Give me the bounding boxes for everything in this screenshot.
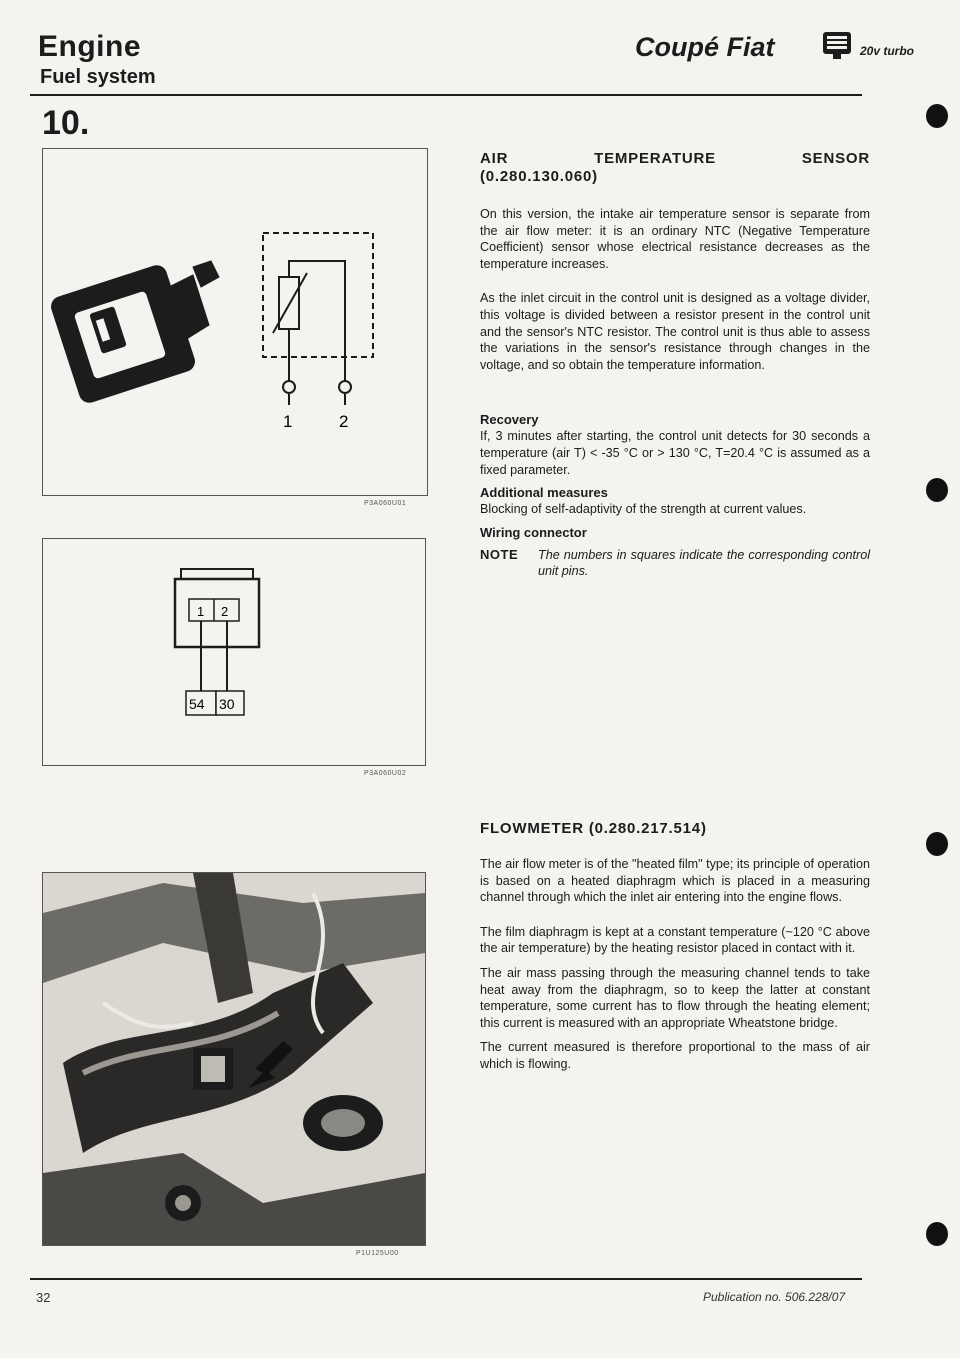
flowmeter-paragraph: The film diaphragm is kept at a constant temperature (~120 °C above the air temperature) by the heating resistor placed in contact with it. [480, 924, 870, 956]
subsection-title: Fuel system [40, 66, 156, 88]
pin-label: 2 [339, 412, 349, 431]
fiat-logo-icon [820, 30, 854, 60]
flowmeter-title: FLOWMETER (0.280.217.514) [480, 820, 707, 837]
figure-air-temperature-sensor [42, 148, 428, 496]
margin-dot [926, 1222, 948, 1246]
figure-code: P1U125U00 [356, 1250, 399, 1257]
flowmeter-section [480, 820, 870, 1073]
air-sensor-title: AIR TEMPERATURE SENSOR [480, 150, 870, 167]
figure-code: P3A060U01 [364, 500, 407, 507]
air-sensor-section [480, 150, 870, 580]
brand-title: Coupé Fiat [635, 32, 775, 62]
note-label: NOTE [480, 546, 519, 562]
engine-version: 20v turbo [860, 44, 915, 58]
figure-code: P3A060U02 [364, 770, 407, 777]
connector-pin-label: 1 [197, 604, 205, 619]
additional-measures-heading: Additional measures [480, 485, 608, 501]
flowmeter-paragraph: The current measured is therefore proportional to the mass of air which is flowing. [480, 1040, 870, 1071]
unit-pin-label: 54 [189, 696, 205, 712]
connector-drawing [43, 539, 425, 765]
margin-dot [926, 104, 948, 128]
air-sensor-paragraph: As the inlet circuit in the control unit is designed as a voltage divider, this voltage is divided between a resistor present in the control unit and the sensor's NTC resistor. The control unit is thus able to assess the variations in the sensor's resistance through changes in the voltage, and so obtain the temperature information. [480, 291, 870, 372]
margin-dot [926, 478, 948, 502]
flowmeter-paragraph: The air flow meter is of the "heated film" type; its principle of operation is based on a heated diaphragm which is placed in a measuring channel through which the inlet air entering into the engine flows. [480, 857, 870, 905]
wiring-connector-heading: Wiring connector [480, 524, 587, 540]
note-block [480, 547, 870, 580]
section-title: Engine [38, 30, 142, 63]
air-sensor-part-number: (0.280.130.060) [480, 168, 598, 185]
footer-page-number: 32 [36, 1290, 51, 1305]
air-sensor-paragraph: On this version, the intake air temperature sensor is separate from the air flow meter: it is an ordinary NTC (Negative Temperature Coefficient) sensor whose electrical resistance decreases as the temperature increases. [480, 207, 870, 271]
figure-wiring-connector [42, 538, 426, 766]
page-number: 10. [42, 104, 90, 142]
engine-bay-drawing [43, 873, 425, 1245]
figure-engine-photo [42, 872, 426, 1246]
unit-pin-label: 30 [219, 696, 235, 712]
note-text: The numbers in squares indicate the corresponding control unit pins. [538, 547, 870, 579]
margin-dot [926, 832, 948, 856]
additional-measures-text: Blocking of self-adaptivity of the strength at current values. [480, 502, 807, 517]
flowmeter-paragraph: The air mass passing through the measuring channel tends to take heat away from the diaphragm, so to keep the latter at constant temperature, some current has to flow through the heating element; this current is measured with an appropriate Wheatstone bridge. [480, 965, 870, 1030]
sensor-drawing [43, 149, 427, 495]
recovery-text: If, 3 minutes after starting, the control unit detects for 30 seconds a temperature (air T) < -35 °C or > 130 °C, T=20.4 °C is assumed as a fixed parameter. [480, 429, 870, 477]
pin-label: 1 [283, 412, 293, 431]
connector-pin-label: 2 [221, 604, 229, 619]
footer-rule [30, 1278, 862, 1280]
recovery-heading: Recovery [480, 412, 539, 428]
header-rule [30, 94, 862, 96]
footer-publication: Publication no. 506.228/07 [703, 1290, 846, 1304]
